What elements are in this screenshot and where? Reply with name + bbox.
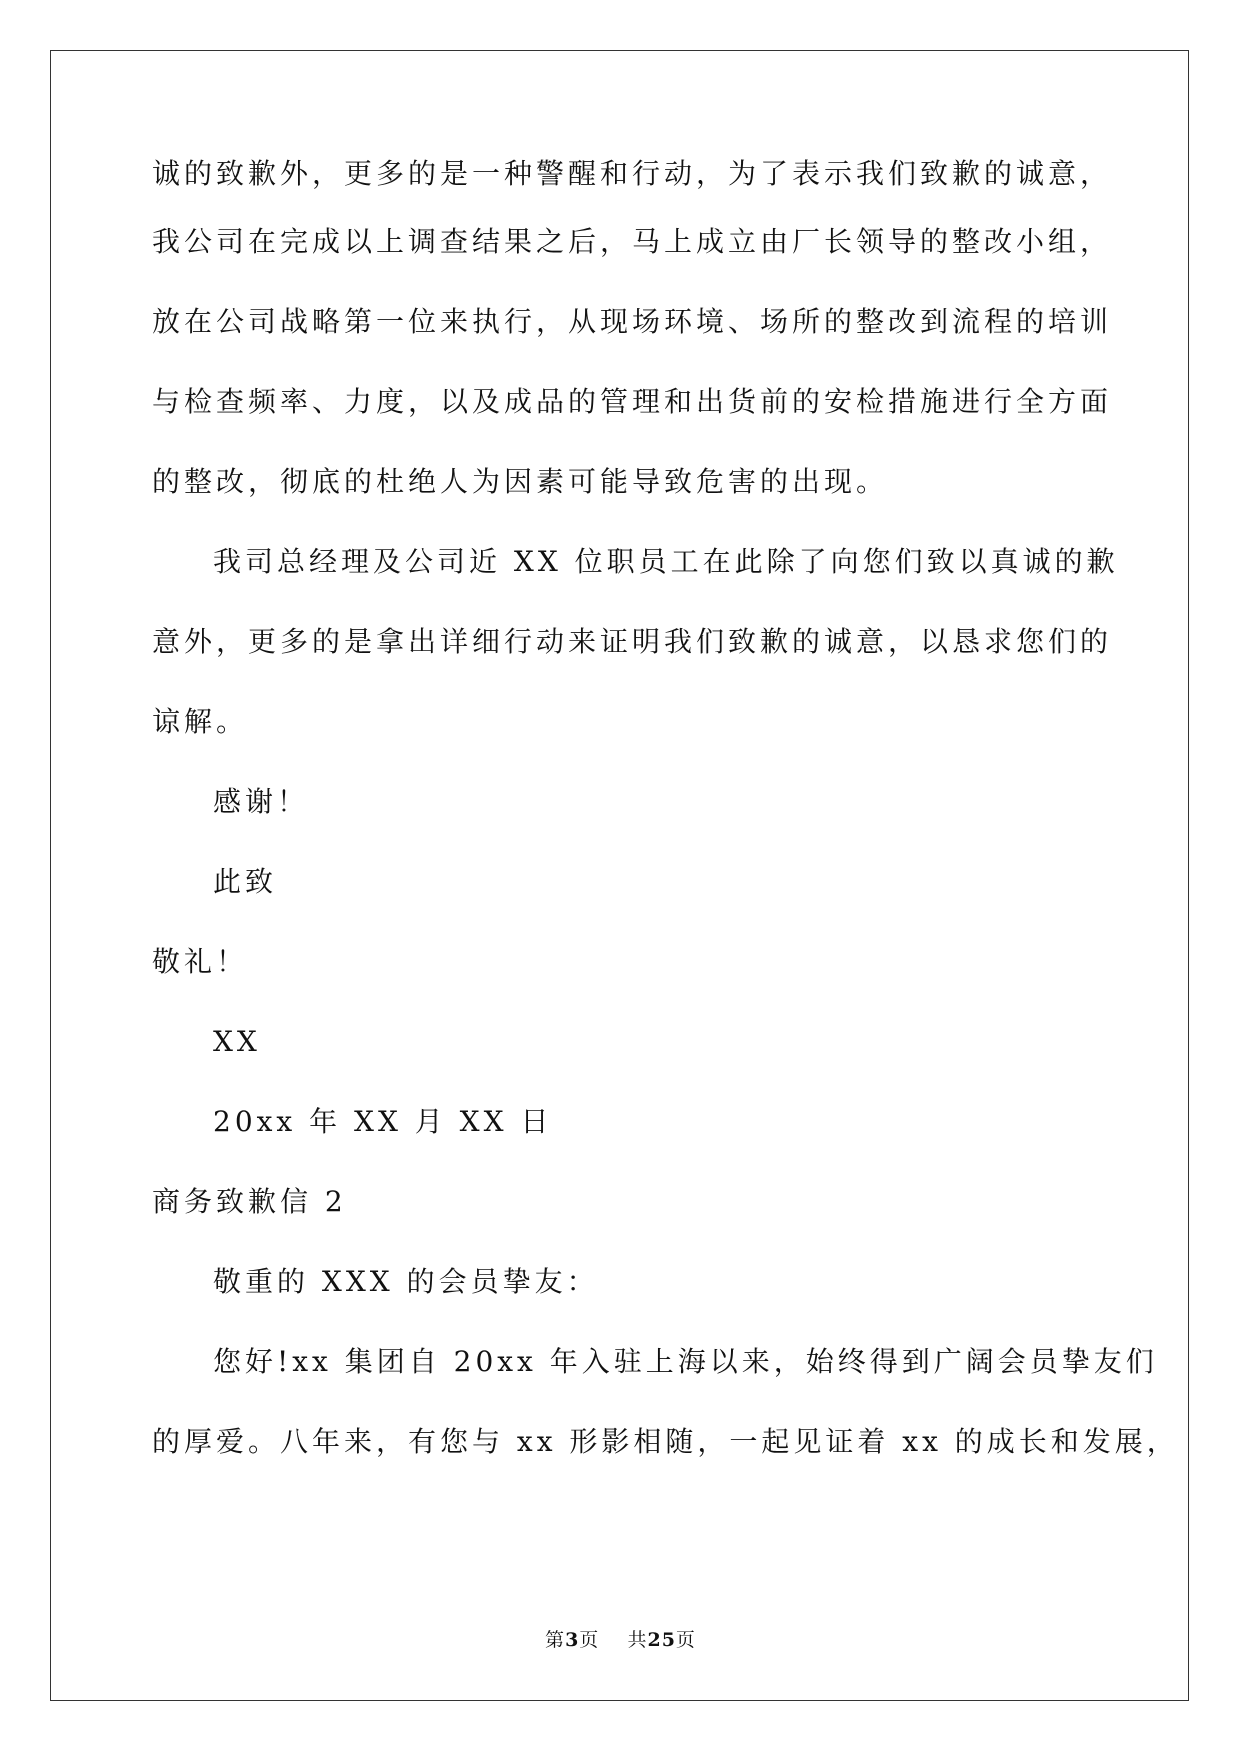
closing-thanks: 感谢！ bbox=[213, 785, 310, 818]
signature: XX bbox=[213, 1025, 261, 1058]
section-heading: 商务致歉信 2 bbox=[152, 1185, 347, 1218]
paragraph-line: 我公司在完成以上调查结果之后，马上成立由厂长领导的整改小组， bbox=[152, 225, 1113, 258]
paragraph-line: 与检查频率、力度，以及成品的管理和出货前的安检措施进行全方面 bbox=[152, 385, 1113, 418]
date-line: 20xx 年 XX 月 XX 日 bbox=[213, 1105, 553, 1138]
closing-regards: 敬礼！ bbox=[152, 945, 249, 978]
page-number: 3 bbox=[565, 1629, 580, 1651]
paragraph-line: 我司总经理及公司近 XX 位职员工在此除了向您们致以真诚的歉 bbox=[213, 545, 1119, 578]
greeting: 敬重的 XXX 的会员挚友： bbox=[213, 1265, 599, 1298]
paragraph-line: 放在公司战略第一位来执行，从现场环境、场所的整改到流程的培训 bbox=[152, 305, 1113, 338]
closing-salutation: 此致 bbox=[213, 865, 278, 898]
page-footer bbox=[0, 1625, 1241, 1652]
paragraph-line: 的厚爱。八年来，有您与 xx 形影相随，一起见证着 xx 的成长和发展， bbox=[152, 1425, 1179, 1458]
total-pages: 25 bbox=[647, 1629, 676, 1651]
paragraph-line: 您好!xx 集团自 20xx 年入驻上海以来，始终得到广阔会员挚友们 bbox=[213, 1345, 1158, 1378]
paragraph-line: 的整改，彻底的杜绝人为因素可能导致危害的出现。 bbox=[152, 465, 889, 498]
footer-mid: 页 共 bbox=[579, 1629, 648, 1651]
paragraph-line: 意外，更多的是拿出详细行动来证明我们致歉的诚意，以恳求您们的 bbox=[152, 625, 1113, 658]
paragraph-line: 谅解。 bbox=[152, 705, 249, 738]
paragraph-line: 诚的致歉外，更多的是一种警醒和行动，为了表示我们致歉的诚意， bbox=[152, 157, 1113, 190]
footer-suffix: 页 bbox=[675, 1629, 696, 1651]
footer-prefix: 第 bbox=[545, 1629, 566, 1651]
